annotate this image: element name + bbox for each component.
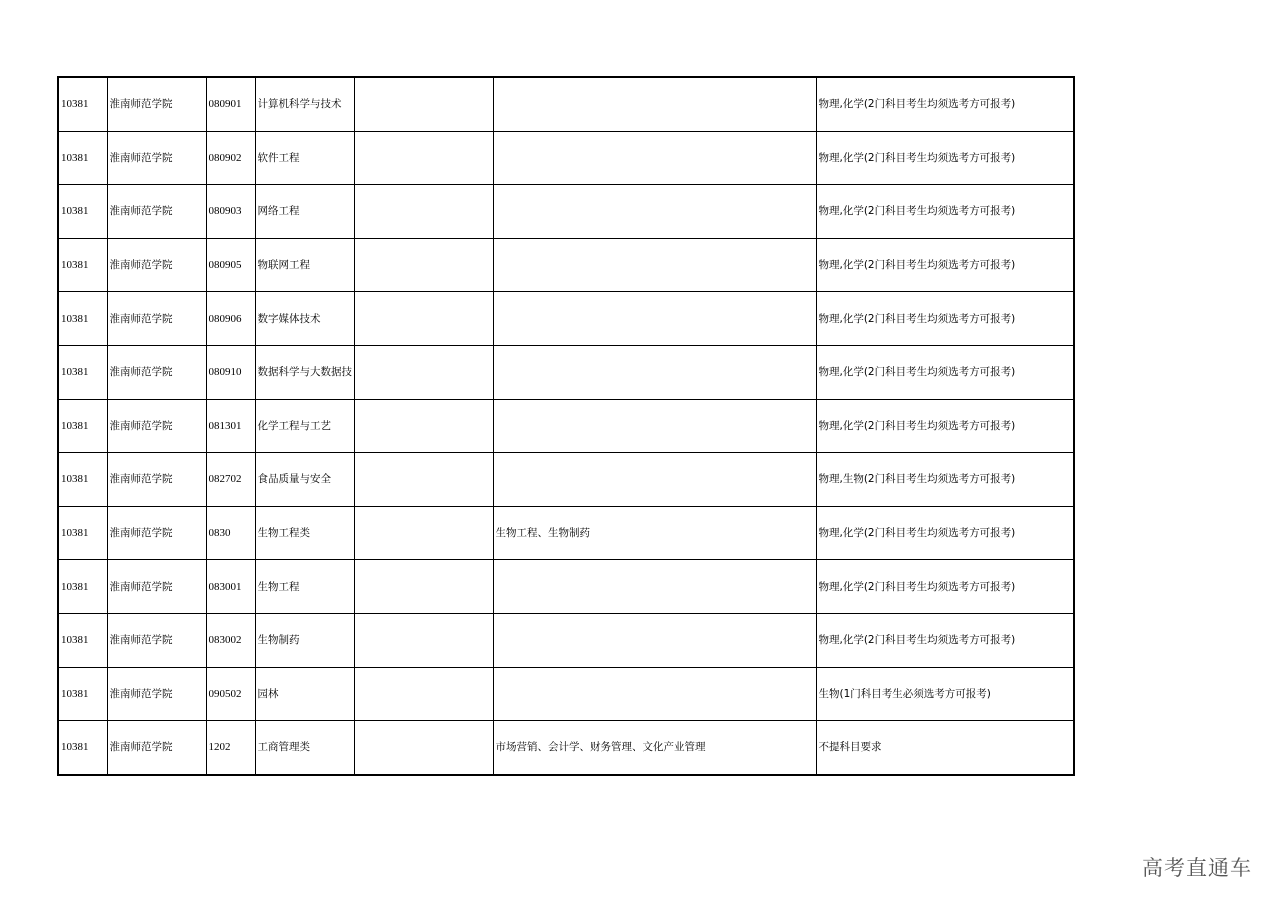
subject-requirement-cell: 物理,化学(2门科目考生均须选考方可报考) [816, 560, 1074, 614]
table-row [58, 721, 1074, 775]
included-majors-cell [493, 399, 816, 453]
note-cell [354, 292, 493, 346]
school-code-cell: 10381 [58, 613, 107, 667]
subject-requirement-cell: 物理,化学(2门科目考生均须选考方可报考) [816, 77, 1074, 131]
major-code-cell: 080903 [206, 185, 255, 239]
school-name-cell: 淮南师范学院 [107, 185, 206, 239]
major-code-cell: 081301 [206, 399, 255, 453]
subject-requirement-cell: 物理,化学(2门科目考生均须选考方可报考) [816, 345, 1074, 399]
note-cell [354, 399, 493, 453]
included-majors-cell [493, 238, 816, 292]
major-name-cell: 化学工程与工艺 [255, 399, 354, 453]
note-cell [354, 721, 493, 775]
school-code-cell: 10381 [58, 131, 107, 185]
major-code-cell: 080902 [206, 131, 255, 185]
table-row [58, 345, 1074, 399]
table-row [58, 238, 1074, 292]
school-name-cell: 淮南师范学院 [107, 453, 206, 507]
school-code-cell: 10381 [58, 667, 107, 721]
included-majors-cell [493, 185, 816, 239]
major-name-cell: 软件工程 [255, 131, 354, 185]
school-name-cell: 淮南师范学院 [107, 667, 206, 721]
major-name-cell: 数字媒体技术 [255, 292, 354, 346]
school-name-cell: 淮南师范学院 [107, 399, 206, 453]
school-code-cell: 10381 [58, 506, 107, 560]
note-cell [354, 131, 493, 185]
major-code-cell: 082702 [206, 453, 255, 507]
note-cell [354, 667, 493, 721]
school-code-cell: 10381 [58, 345, 107, 399]
major-name-cell: 园林 [255, 667, 354, 721]
subject-requirement-cell: 不提科目要求 [816, 721, 1074, 775]
major-code-cell: 0830 [206, 506, 255, 560]
included-majors-cell [493, 77, 816, 131]
included-majors-cell [493, 345, 816, 399]
note-cell [354, 345, 493, 399]
school-code-cell: 10381 [58, 453, 107, 507]
school-code-cell: 10381 [58, 185, 107, 239]
major-name-cell: 物联网工程 [255, 238, 354, 292]
school-name-cell: 淮南师范学院 [107, 131, 206, 185]
included-majors-cell: 生物工程、生物制药 [493, 506, 816, 560]
subject-requirement-cell: 物理,化学(2门科目考生均须选考方可报考) [816, 185, 1074, 239]
school-code-cell: 10381 [58, 721, 107, 775]
note-cell [354, 453, 493, 507]
note-cell [354, 560, 493, 614]
subject-requirement-cell: 物理,化学(2门科目考生均须选考方可报考) [816, 292, 1074, 346]
subject-requirement-cell: 物理,化学(2门科目考生均须选考方可报考) [816, 506, 1074, 560]
table-row [58, 292, 1074, 346]
included-majors-cell [493, 292, 816, 346]
table-row [58, 131, 1074, 185]
school-name-cell: 淮南师范学院 [107, 721, 206, 775]
note-cell [354, 185, 493, 239]
table-row [58, 560, 1074, 614]
school-name-cell: 淮南师范学院 [107, 238, 206, 292]
major-code-cell: 090502 [206, 667, 255, 721]
subject-requirement-cell: 物理,化学(2门科目考生均须选考方可报考) [816, 399, 1074, 453]
note-cell [354, 613, 493, 667]
school-name-cell: 淮南师范学院 [107, 560, 206, 614]
major-name-cell: 网络工程 [255, 185, 354, 239]
table-row [58, 613, 1074, 667]
major-code-cell: 080905 [206, 238, 255, 292]
major-code-cell: 083001 [206, 560, 255, 614]
subject-requirement-cell: 物理,化学(2门科目考生均须选考方可报考) [816, 131, 1074, 185]
school-name-cell: 淮南师范学院 [107, 613, 206, 667]
subject-requirements-table [57, 76, 1075, 776]
major-name-cell: 数据科学与大数据技 [255, 345, 354, 399]
included-majors-cell: 市场营销、会计学、财务管理、文化产业管理 [493, 721, 816, 775]
school-name-cell: 淮南师范学院 [107, 292, 206, 346]
watermark-text: 高考直通车 [1142, 856, 1252, 880]
major-code-cell: 080910 [206, 345, 255, 399]
school-name-cell: 淮南师范学院 [107, 77, 206, 131]
included-majors-cell [493, 131, 816, 185]
school-name-cell: 淮南师范学院 [107, 345, 206, 399]
major-name-cell: 工商管理类 [255, 721, 354, 775]
school-code-cell: 10381 [58, 77, 107, 131]
table-body [58, 77, 1074, 775]
subject-requirement-cell: 物理,化学(2门科目考生均须选考方可报考) [816, 238, 1074, 292]
school-code-cell: 10381 [58, 399, 107, 453]
table-row [58, 185, 1074, 239]
major-code-cell: 080901 [206, 77, 255, 131]
included-majors-cell [493, 613, 816, 667]
note-cell [354, 77, 493, 131]
subject-requirement-cell: 物理,生物(2门科目考生均须选考方可报考) [816, 453, 1074, 507]
note-cell [354, 506, 493, 560]
table-row [58, 399, 1074, 453]
table-row [58, 77, 1074, 131]
major-name-cell: 食品质量与安全 [255, 453, 354, 507]
major-name-cell: 生物工程 [255, 560, 354, 614]
included-majors-cell [493, 560, 816, 614]
subject-requirement-cell: 生物(1门科目考生必须选考方可报考) [816, 667, 1074, 721]
table-row [58, 506, 1074, 560]
included-majors-cell [493, 453, 816, 507]
school-code-cell: 10381 [58, 292, 107, 346]
school-code-cell: 10381 [58, 560, 107, 614]
major-name-cell: 生物制药 [255, 613, 354, 667]
major-name-cell: 计算机科学与技术 [255, 77, 354, 131]
included-majors-cell [493, 667, 816, 721]
subject-requirement-cell: 物理,化学(2门科目考生均须选考方可报考) [816, 613, 1074, 667]
note-cell [354, 238, 493, 292]
major-code-cell: 083002 [206, 613, 255, 667]
major-code-cell: 1202 [206, 721, 255, 775]
table-row [58, 667, 1074, 721]
major-code-cell: 080906 [206, 292, 255, 346]
table-row [58, 453, 1074, 507]
school-name-cell: 淮南师范学院 [107, 506, 206, 560]
major-name-cell: 生物工程类 [255, 506, 354, 560]
school-code-cell: 10381 [58, 238, 107, 292]
